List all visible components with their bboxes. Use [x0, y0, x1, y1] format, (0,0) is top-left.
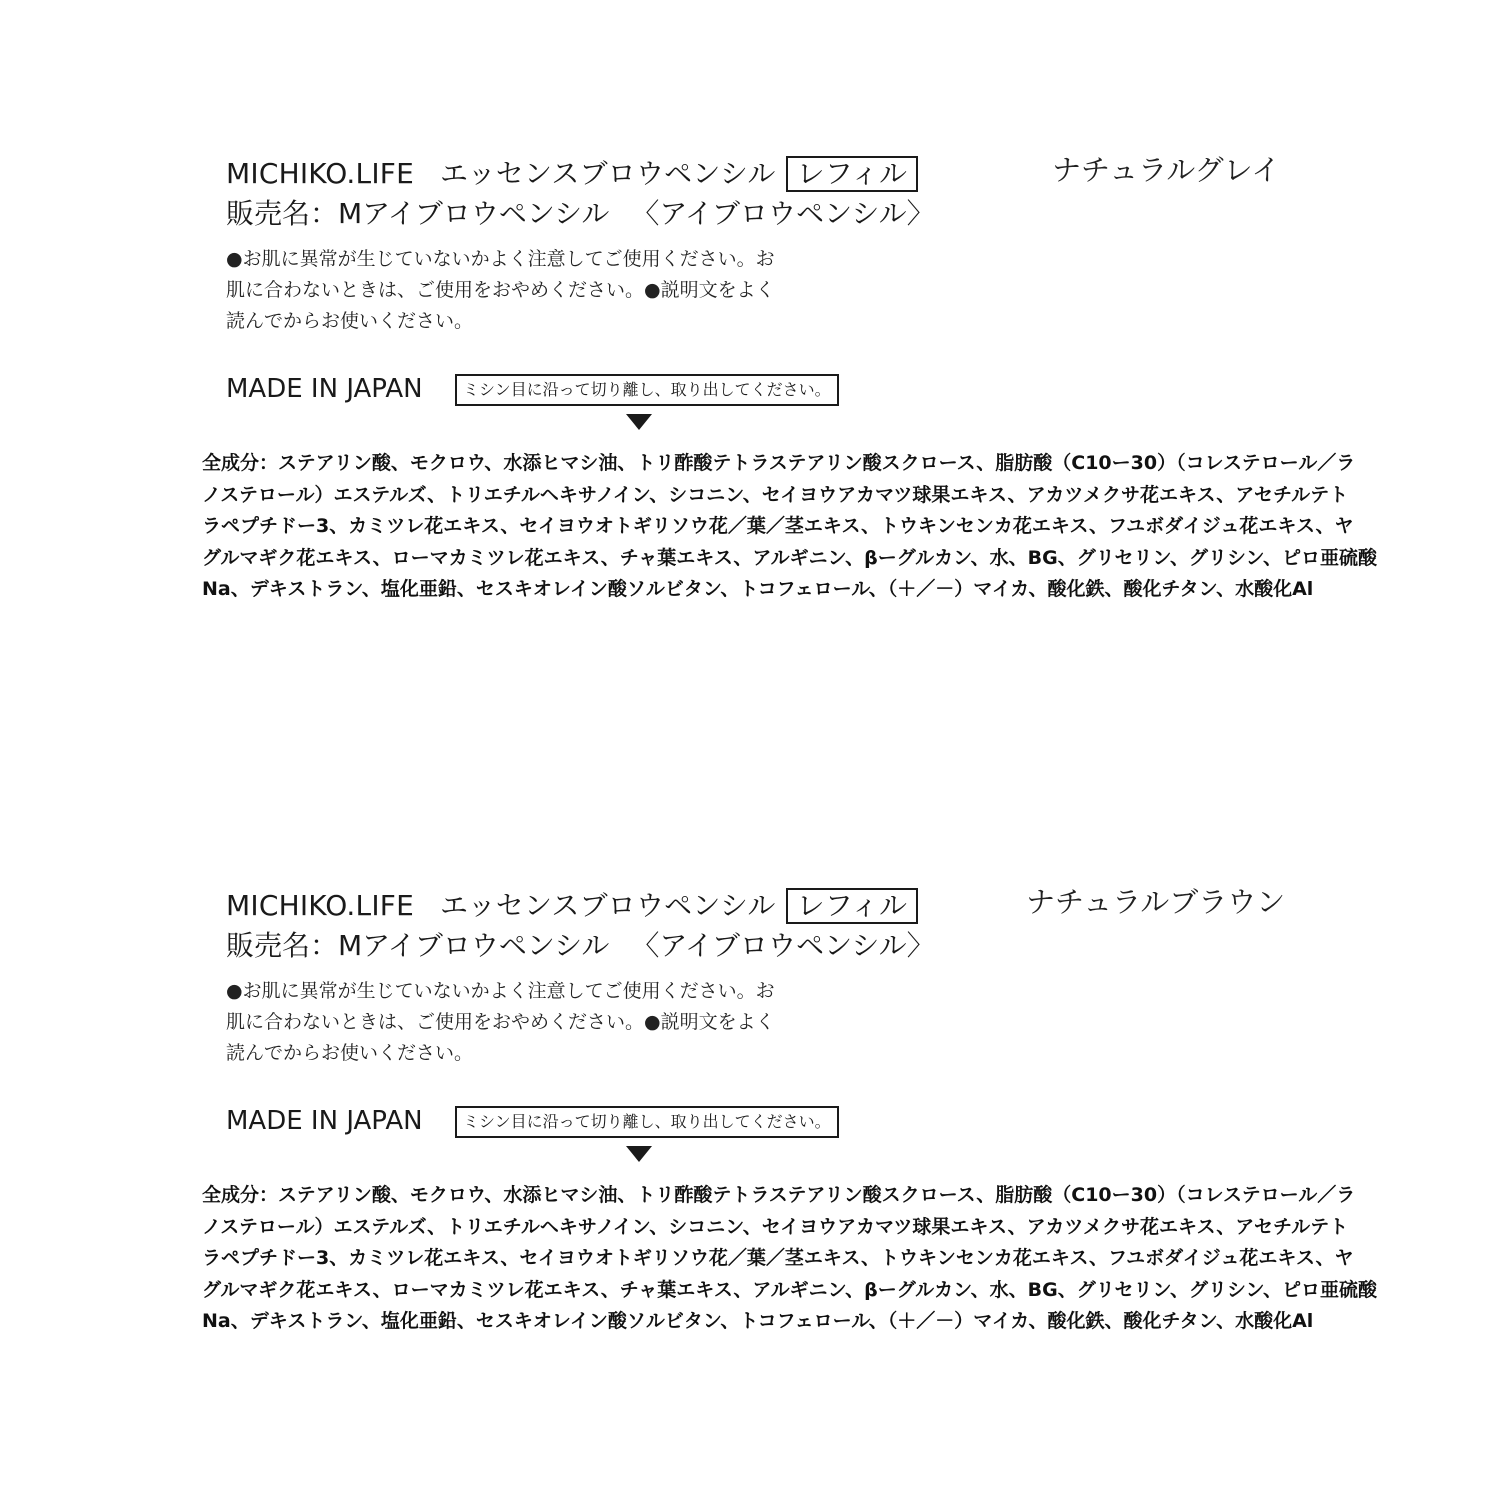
sales-prefix: 販売名：: [226, 197, 339, 230]
caution-line: ●お肌に異常が生じていないかよく注意してご使用ください。お: [226, 248, 775, 270]
caution-line: 読んでからお使いください。: [226, 1042, 474, 1064]
label-natural-gray: [0, 140, 1500, 640]
ingredient-line: Na、デキストラン、塩化亜鉛、セスキオレイン酸ソルビタン、トコフェロール、（＋／－）マイカ、酸化鉄、酸化チタン、水酸化Al: [202, 578, 1314, 600]
brand-name: MICHIKO.LIFE: [226, 889, 414, 922]
ingredients-list: [202, 448, 1378, 606]
ingredient-line: 全成分：ステアリン酸、モクロウ、水添ヒマシ油、トリ酢酸テトラステアリン酸スクロース、脂肪酸（C10ー30）（コレステロール／ラ: [202, 452, 1356, 474]
color-variant: ナチュラルブラウン: [1026, 885, 1286, 919]
down-arrow-icon: [626, 1146, 652, 1162]
tear-instruction-box: ミシン目に沿って切り離し、取り出してください。: [455, 1106, 839, 1138]
refill-badge: レフィル: [786, 888, 919, 924]
sales-name: Mアイブロウペンシル: [338, 929, 610, 962]
ingredient-line: 全成分：ステアリン酸、モクロウ、水添ヒマシ油、トリ酢酸テトラステアリン酸スクロース、脂肪酸（C10ー30）（コレステロール／ラ: [202, 1184, 1356, 1206]
sales-category: 〈アイブロウペンシル〉: [631, 929, 935, 962]
ingredient-line: ラペプチドー3、カミツレ花エキス、セイヨウオトギリソウ花／葉／茎エキス、トウキンセンカ花エキス、フユボダイジュ花エキス、ヤ: [202, 515, 1354, 537]
label-natural-brown: [0, 872, 1500, 1372]
ingredients-list: [202, 1180, 1378, 1338]
caution-line: ●お肌に異常が生じていないかよく注意してご使用ください。お: [226, 980, 775, 1002]
sales-name-line: [226, 196, 935, 232]
caution-line: 肌に合わないときは、ご使用をおやめください。●説明文をよく: [226, 1011, 775, 1033]
made-in-japan: MADE IN JAPAN: [226, 374, 423, 404]
tear-instruction-box: ミシン目に沿って切り離し、取り出してください。: [455, 374, 839, 406]
sales-name: Mアイブロウペンシル: [338, 197, 610, 230]
caution-line: 肌に合わないときは、ご使用をおやめください。●説明文をよく: [226, 279, 775, 301]
sales-category: 〈アイブロウペンシル〉: [631, 197, 935, 230]
ingredient-line: グルマギク花エキス、ローマカミツレ花エキス、チャ葉エキス、アルギニン、βーグルカン、水、BG、グリセリン、グリシン、ピロ亜硫酸: [202, 546, 1378, 569]
product-title: [226, 156, 918, 192]
product-name: エッセンスブロウペンシル: [439, 889, 776, 922]
sales-name-line: [226, 928, 935, 964]
refill-badge: レフィル: [786, 156, 919, 192]
caution-text: [226, 244, 826, 337]
ingredient-line: ノステロール）エステルズ、トリエチルヘキサノイン、シコニン、セイヨウアカマツ球果エキス、アカツメクサ花エキス、アセチルテト: [202, 1215, 1349, 1238]
color-variant: ナチュラルグレイ: [1052, 153, 1281, 187]
ingredient-line: ノステロール）エステルズ、トリエチルヘキサノイン、シコニン、セイヨウアカマツ球果エキス、アカツメクサ花エキス、アセチルテト: [202, 483, 1349, 506]
made-in-japan: MADE IN JAPAN: [226, 1106, 423, 1136]
ingredient-line: Na、デキストラン、塩化亜鉛、セスキオレイン酸ソルビタン、トコフェロール、（＋／－）マイカ、酸化鉄、酸化チタン、水酸化Al: [202, 1310, 1314, 1332]
down-arrow-icon: [626, 414, 652, 430]
ingredient-line: ラペプチドー3、カミツレ花エキス、セイヨウオトギリソウ花／葉／茎エキス、トウキンセンカ花エキス、フユボダイジュ花エキス、ヤ: [202, 1247, 1354, 1269]
product-name: エッセンスブロウペンシル: [439, 157, 776, 190]
product-title: [226, 888, 918, 924]
caution-text: [226, 976, 826, 1069]
brand-name: MICHIKO.LIFE: [226, 157, 414, 190]
sales-prefix: 販売名：: [226, 929, 339, 962]
ingredient-line: グルマギク花エキス、ローマカミツレ花エキス、チャ葉エキス、アルギニン、βーグルカン、水、BG、グリセリン、グリシン、ピロ亜硫酸: [202, 1278, 1378, 1301]
caution-line: 読んでからお使いください。: [226, 310, 474, 332]
